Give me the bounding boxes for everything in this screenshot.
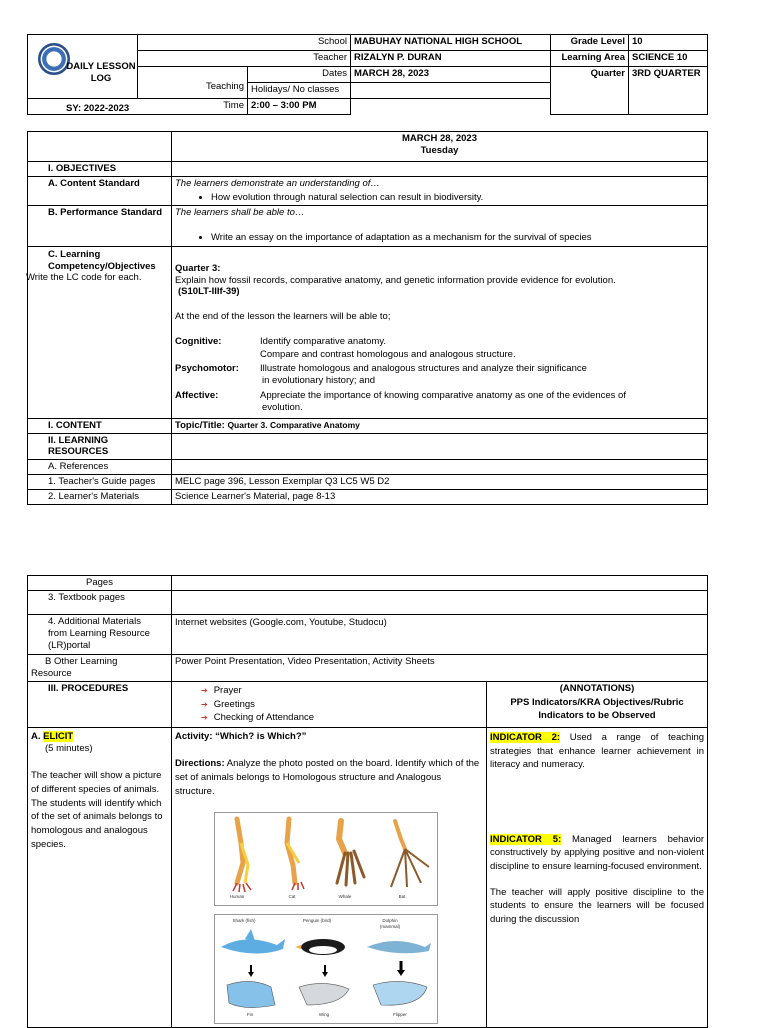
- plan-table: [27, 131, 708, 505]
- additional-label-cell: [28, 614, 172, 654]
- indicator-2: [490, 731, 704, 771]
- teaching-label: Teaching: [138, 67, 248, 99]
- psychomotor-1: Illustrate homologous and analogous structures and analyze their significance: [260, 363, 587, 375]
- indicator-2-text: Used a range of teaching strategies that enhance learner achievement in literacy and numeracy.: [490, 732, 705, 770]
- lm-value: Science Learner's Material, page 8-13: [172, 490, 708, 505]
- analogous-structures-figure: [214, 914, 438, 1024]
- additional-label-2: from Learning Resource: [48, 627, 150, 639]
- other-value: Power Point Presentation, Video Presentation, Activity Sheets: [172, 654, 708, 681]
- additional-label-3: (LR)portal: [48, 639, 91, 651]
- indicator-2-label: INDICATOR 2:: [490, 732, 561, 744]
- teacher-label: Teacher: [138, 51, 351, 67]
- holidays-label: Holidays/ No classes: [248, 83, 351, 99]
- references-label: A. References: [28, 460, 172, 475]
- indicator-5-note: The teacher will apply positive discipline to the students to ensure the learners will be focused during the discussion: [490, 887, 704, 925]
- topic-label: Topic/Title:: [175, 419, 225, 431]
- psychomotor-2: in evolutionary history; and: [262, 375, 376, 387]
- directions-label: Directions:: [175, 758, 225, 770]
- performance-standard-intro: The learners shall be able to…: [175, 206, 305, 218]
- teacher-value: RIZALYN P. DURAN: [351, 51, 551, 67]
- log-title-1: DAILY LESSON: [66, 61, 136, 72]
- elicit-time: (5 minutes): [45, 743, 93, 755]
- lc-label-3: Write the LC code for each.: [26, 272, 142, 284]
- other-label-2: Resource: [31, 667, 72, 679]
- lc-label-2: Competency/Objectives: [48, 260, 156, 272]
- grade-value: 10: [629, 35, 708, 51]
- routine-cell: [172, 681, 487, 728]
- psychomotor-label: Psychomotor:: [175, 363, 239, 375]
- school-label: School: [138, 35, 351, 51]
- limb-label-3: Bat: [398, 894, 406, 900]
- plan-date: MARCH 28, 2023: [402, 133, 477, 144]
- holidays-value: [351, 83, 551, 99]
- cognitive-1: Identify comparative anatomy.: [260, 336, 387, 348]
- content-standard-intro: The learners demonstrate an understanding of…: [175, 177, 380, 189]
- activity-cell: [172, 728, 487, 1028]
- time-label: Time: [28, 99, 248, 115]
- directions-text: Analyze the photo posted on the board. Identify which of the set of animals belongs to Homologous structure and Analogous structure.: [175, 758, 480, 797]
- school-year: SY: 2022-2023: [66, 103, 130, 114]
- procedures-table: [27, 575, 708, 1028]
- activity-title: Activity: “Which? is Which?”: [175, 731, 307, 743]
- lc-end: At the end of the lesson the learners will be able to;: [175, 311, 391, 323]
- indicator-5-text: Managed learners behavior constructively by applying positive and non-violent discipline to ensure learning-focused environment.: [490, 834, 705, 872]
- cognitive-label: Cognitive:: [175, 336, 222, 348]
- tg-label: 1. Teacher's Guide pages: [28, 475, 172, 490]
- pages-label: Pages: [28, 576, 172, 591]
- lc-label-cell: [28, 246, 172, 418]
- directions: [175, 757, 483, 798]
- lc-label-1: C. Learning: [48, 248, 101, 260]
- dates-value: MARCH 28, 2023: [351, 67, 551, 83]
- quarter-label: Quarter: [551, 67, 629, 115]
- resources-heading: II. LEARNING RESOURCES: [28, 433, 172, 460]
- affective-2: evolution.: [262, 402, 303, 414]
- dates-label: Dates: [248, 67, 351, 83]
- part-label-2: Flipper: [393, 1012, 407, 1018]
- animal-label-1: Penguin (bird): [302, 918, 332, 924]
- textbook-label: 3. Textbook pages: [28, 590, 172, 614]
- content-standard-item: • How evolution through natural selection can result in biodiversity.: [211, 192, 704, 204]
- affective-label: Affective:: [175, 390, 219, 402]
- indicators-cell: [487, 728, 708, 1028]
- animal-label-0: Shark (fish): [232, 918, 256, 924]
- routine-list: [175, 685, 483, 725]
- content-standard-label: A. Content Standard: [28, 176, 172, 205]
- lc-quarter: Quarter 3:: [175, 262, 221, 274]
- limb-label-2: Whale: [338, 894, 352, 900]
- topic-value: Quarter 3. Comparative Anatomy: [227, 419, 360, 430]
- objectives-heading: I. OBJECTIVES: [28, 162, 172, 177]
- annotations-subtitle: PPS Indicators/KRA Objectives/Rubric: [510, 696, 684, 708]
- plan-date-cell: [172, 132, 708, 162]
- animal-label-2: Dolphin (mammal): [379, 918, 401, 929]
- routine-item: ➔ Prayer: [215, 685, 483, 697]
- area-value: SCIENCE 10: [629, 51, 708, 67]
- cognitive-2: Compare and contrast homologous and analogous structure.: [260, 349, 516, 361]
- animals-illustration: [215, 925, 437, 1017]
- elicit-cell: [28, 728, 172, 1028]
- indicator-5: [490, 833, 704, 873]
- routine-item: ➔ Greetings: [215, 699, 483, 711]
- lc-code: (S10LT-IIIf-39): [178, 286, 240, 298]
- plan-day: Tuesday: [420, 144, 459, 156]
- topic-cell: [172, 418, 708, 433]
- content-heading: I. CONTENT: [28, 418, 172, 433]
- grade-label: Grade Level: [551, 35, 629, 51]
- lc-cell: [172, 246, 708, 418]
- additional-label-1: 4. Additional Materials: [48, 615, 141, 627]
- school-value: MABUHAY NATIONAL HIGH SCHOOL: [351, 35, 551, 51]
- performance-standard-label: B. Performance Standard: [28, 205, 172, 246]
- time-value: 2:00 – 3:00 PM: [248, 99, 351, 115]
- part-label-1: Wing: [318, 1012, 330, 1018]
- elicit-label: ELICIT: [43, 731, 74, 743]
- additional-value: Internet websites (Google.com, Youtube, Studocu): [172, 614, 708, 654]
- lc-text: Explain how fossil records, comparative anatomy, and genetic information provide evidence for evolution.: [175, 274, 616, 286]
- limbs-illustration: [215, 813, 437, 893]
- annotations-title: (ANNOTATIONS): [559, 682, 635, 694]
- affective-1: Appreciate the importance of knowing comparative anatomy as one of the evidences of: [260, 390, 626, 402]
- lm-label: 2. Learner's Materials: [28, 490, 172, 505]
- log-title-2: LOG: [90, 72, 112, 84]
- other-label-cell: [28, 654, 172, 681]
- content-standard-cell: [172, 176, 708, 205]
- limb-label-1: Cat: [288, 894, 296, 900]
- routine-item: ➔ Checking of Attendance: [215, 712, 483, 724]
- performance-standard-item: • Write an essay on the importance of adaptation as a mechanism for the survival of species: [211, 232, 704, 244]
- quarter-value: 3RD QUARTER: [629, 67, 708, 115]
- header-table: [27, 34, 708, 115]
- area-label: Learning Area: [551, 51, 629, 67]
- tg-value: MELC page 396, Lesson Exemplar Q3 LC5 W5 D2: [172, 475, 708, 490]
- elicit-heading: A. ELICIT: [31, 731, 74, 743]
- part-label-0: Fin: [246, 1012, 254, 1018]
- performance-standard-cell: [172, 205, 708, 246]
- limb-label-0: Human: [229, 894, 245, 900]
- annotations-indicators: Indicators to be Observed: [538, 710, 656, 722]
- indicator-5-label: INDICATOR 5:: [490, 834, 562, 846]
- annotations-header: [487, 681, 708, 728]
- elicit-description: The teacher will show a picture of different species of animals. The students will identify which of the set of animals belongs to homologous and analogous species.: [31, 770, 163, 850]
- header-logo-cell: [28, 35, 138, 114]
- homologous-limbs-figure: [214, 812, 438, 906]
- procedures-heading: III. PROCEDURES: [28, 681, 172, 728]
- other-label-1: B Other Learning: [45, 655, 118, 667]
